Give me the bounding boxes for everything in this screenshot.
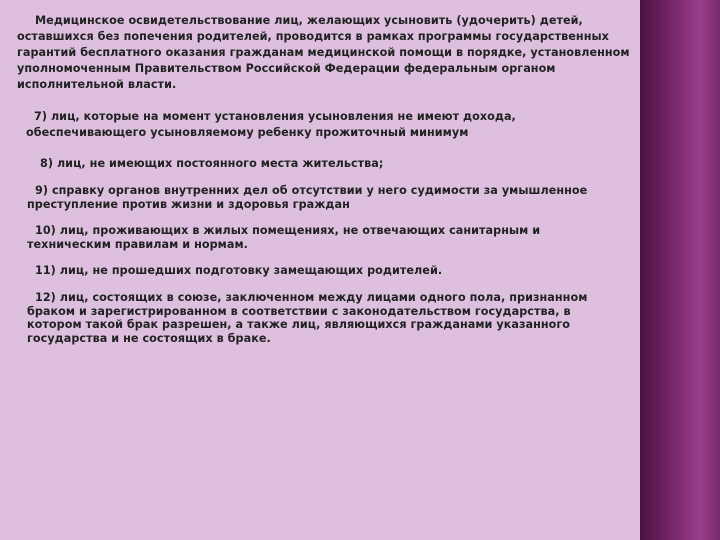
intro-line: уполномоченным Правительством Российской Федерации федеральным органом: [17, 62, 556, 75]
intro-paragraph: [17, 13, 630, 93]
item-line: 8) лиц, не имеющих постоянного места жительства;: [40, 157, 384, 170]
item-line: государства и не состоящих в браке.: [27, 331, 271, 345]
item-line: техническим правилам и нормам.: [27, 237, 248, 251]
list-item-10: [27, 224, 587, 251]
list-item-8: [32, 157, 592, 171]
item-line: 12) лиц, состоящих в союзе, заключенном между лицами одного пола, признанном: [35, 291, 588, 304]
item-line: преступление против жизни и здоровья граждан: [27, 197, 350, 211]
decorative-side-panel: [640, 0, 720, 540]
item-line: 9) справку органов внутренних дел об отсутствии у него судимости за умышленное: [35, 184, 588, 197]
intro-line: Медицинское освидетельствование лиц, желающих усыновить (удочерить) детей,: [35, 14, 583, 27]
intro-line: гарантий бесплатного оказания гражданам медицинской помощи в порядке, установленном: [17, 46, 630, 59]
list-item-7: [26, 109, 586, 141]
item-line: обеспечивающего усыновляемому ребенку прожиточный минимум: [26, 126, 469, 139]
list-item-11: [27, 264, 587, 278]
list-item-12: [27, 291, 587, 345]
item-line: 7) лиц, которые на момент установления усыновления не имеют дохода,: [34, 110, 516, 123]
list-item-9: [27, 184, 587, 211]
item-line: 11) лиц, не прошедших подготовку замещающих родителей.: [35, 264, 443, 277]
item-line: браком и зарегистрированном в соответствии с законодательством государства, в: [27, 304, 571, 318]
intro-line: исполнительной власти.: [17, 78, 177, 91]
item-line: 10) лиц, проживающих в жилых помещениях, не отвечающих санитарным и: [35, 224, 541, 237]
intro-line: оставшихся без попечения родителей, проводится в рамках программы государственных: [17, 30, 609, 43]
item-line: котором такой брак разрешен, а также лиц, являющихся гражданами указанного: [27, 318, 571, 331]
